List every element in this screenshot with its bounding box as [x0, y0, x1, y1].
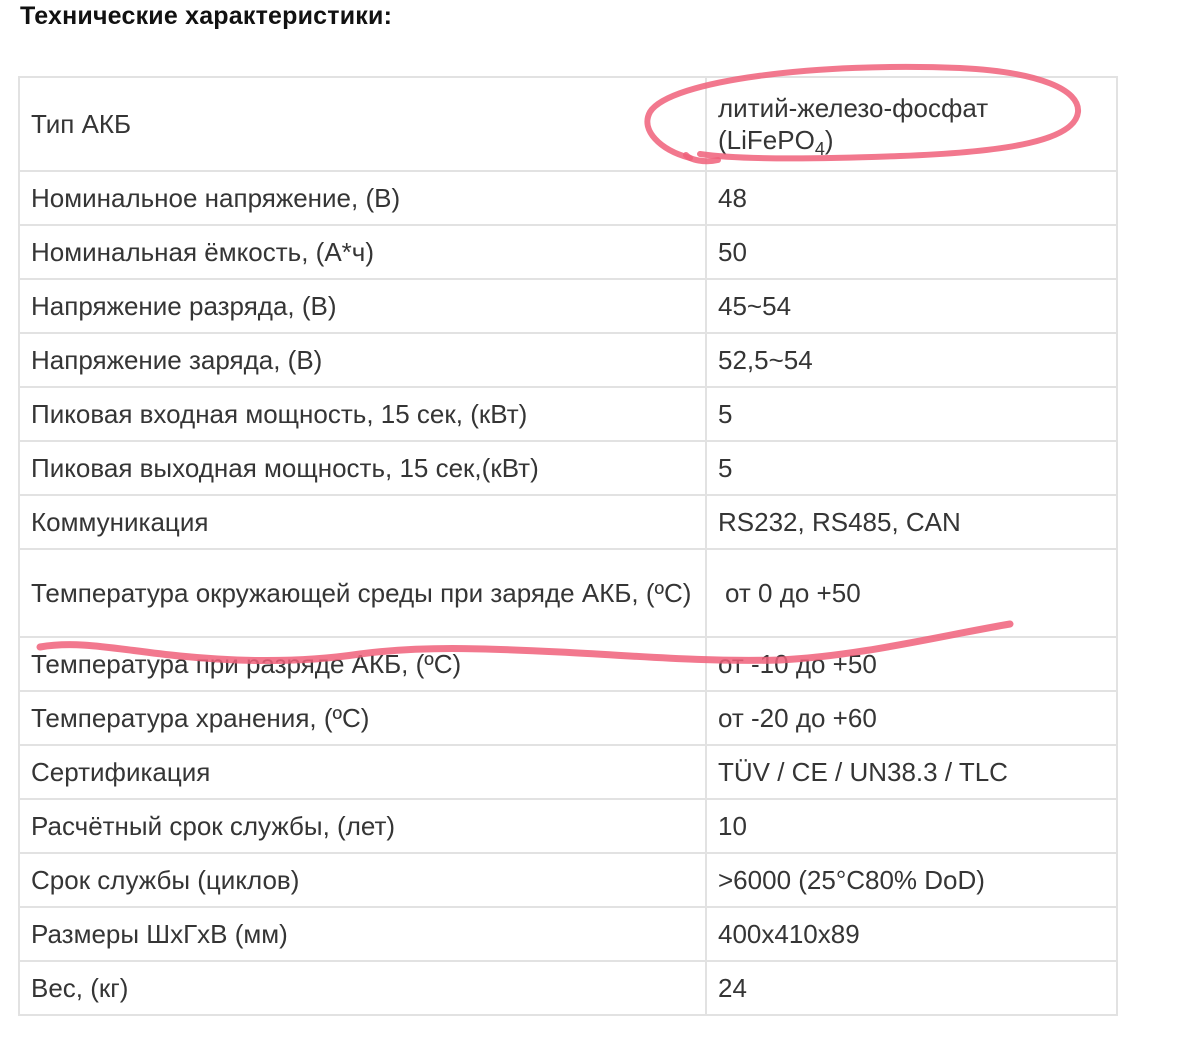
value-formula: (LiFePO	[718, 125, 815, 155]
table-row	[19, 77, 1117, 171]
row-label: Температура хранения, (ºC)	[19, 691, 706, 745]
row-value: 48	[706, 171, 1117, 225]
table-row	[19, 333, 1117, 387]
row-label: Расчётный срок службы, (лет)	[19, 799, 706, 853]
table-row	[19, 441, 1117, 495]
row-label: Вес, (кг)	[19, 961, 706, 1015]
row-label: Номинальное напряжение, (В)	[19, 171, 706, 225]
table-row	[19, 549, 1117, 637]
row-value: 52,5~54	[706, 333, 1117, 387]
row-value: 5	[706, 441, 1117, 495]
table-row	[19, 279, 1117, 333]
row-value: TÜV / CE / UN38.3 / TLC	[706, 745, 1117, 799]
row-label: Сертификация	[19, 745, 706, 799]
page-heading: Технические характеристики:	[20, 2, 393, 30]
table-row	[19, 495, 1117, 549]
row-value: 24	[706, 961, 1117, 1015]
row-value: от -20 до +60	[706, 691, 1117, 745]
row-value: от 0 до +50	[706, 549, 1117, 637]
row-label: Пиковая входная мощность, 15 сек, (кВт)	[19, 387, 706, 441]
value-subscript: 4	[814, 139, 825, 160]
row-value: 400x410x89	[706, 907, 1117, 961]
table-row	[19, 853, 1117, 907]
row-value: 50	[706, 225, 1117, 279]
table-row	[19, 961, 1117, 1015]
row-value: RS232, RS485, CAN	[706, 495, 1117, 549]
row-label: Температура при разряде АКБ, (ºC)	[19, 637, 706, 691]
row-label: Коммуникация	[19, 495, 706, 549]
row-label: Напряжение заряда, (В)	[19, 333, 706, 387]
row-value: >6000 (25°C80% DoD)	[706, 853, 1117, 907]
row-label: Температура окружающей среды при заряде АКБ, (ºC)	[19, 549, 706, 637]
row-label: Тип АКБ	[19, 77, 706, 171]
table-row	[19, 745, 1117, 799]
value-close: )	[824, 125, 834, 155]
specs-table	[18, 76, 1118, 1016]
table-row	[19, 907, 1117, 961]
row-value	[706, 77, 1117, 171]
table-row	[19, 387, 1117, 441]
row-value: 10	[706, 799, 1117, 853]
table-row	[19, 799, 1117, 853]
row-value: от -10 до +50	[706, 637, 1117, 691]
row-label: Напряжение разряда, (В)	[19, 279, 706, 333]
table-row	[19, 171, 1117, 225]
row-label: Срок службы (циклов)	[19, 853, 706, 907]
value-main: литий-железо-фосфат	[718, 93, 989, 123]
row-label: Номинальная ёмкость, (А*ч)	[19, 225, 706, 279]
row-label: Пиковая выходная мощность, 15 сек,(кВт)	[19, 441, 706, 495]
row-value: 45~54	[706, 279, 1117, 333]
table-row	[19, 691, 1117, 745]
table-row	[19, 637, 1117, 691]
table-row	[19, 225, 1117, 279]
row-label: Размеры ШxГxВ (мм)	[19, 907, 706, 961]
row-value: 5	[706, 387, 1117, 441]
